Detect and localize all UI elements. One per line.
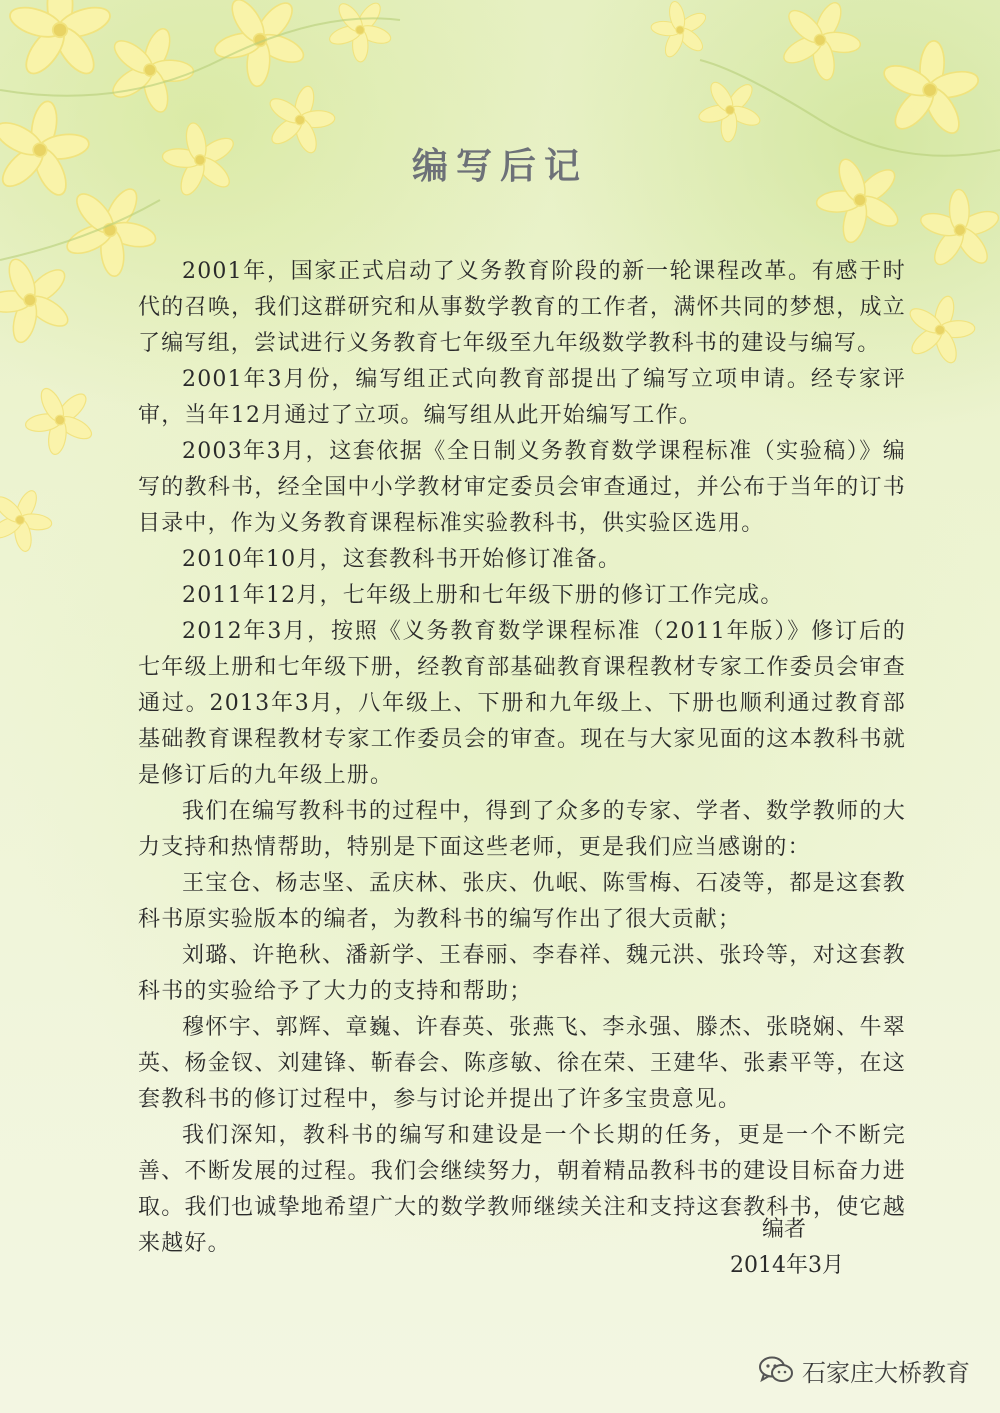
watermark (758, 1352, 970, 1388)
paragraph: 我们深知，教科书的编写和建设是一个长期的任务，更是一个不断完善、不断发展的过程。我们会继续努力，朝着精品教科书的建设目标奋力进取。我们也诚挚地希望广大的数学教师继续关注和支持这套教科书，使它越来越好。 (138, 1123, 906, 1256)
paragraph: 2003年3月，这套依据《全日制义务教育数学课程标准（实验稿）》编写的教科书，经全国中小学教材审定委员会审查通过，并公布于当年的订书目录中，作为义务教育课程标准实验教科书，供实验区选用。 (138, 439, 906, 536)
paragraph: 2012年3月，按照《义务教育数学课程标准（2011年版）》修订后的七年级上册和七年级下册，经教育部基础教育课程教材专家工作委员会审查通过。2013年3月，八年级上、下册和九年级上、下册也顺利通过教育部基础教育课程教材专家工作委员会的审查。现在与大家见面的这本教科书就是修订后的九年级上册。 (138, 619, 906, 788)
page-title: 编写后记 (411, 146, 588, 187)
signature-block (690, 1212, 890, 1284)
paragraph: 刘璐、许艳秋、潘新学、王春丽、李春祥、魏元洪、张玲等，对这套教科书的实验给予了大力的支持和帮助； (138, 943, 906, 1004)
signature-date: 2014年3月 (730, 1253, 844, 1278)
paragraph: 我们在编写教科书的过程中，得到了众多的专家、学者、数学教师的大力支持和热情帮助，特别是下面这些老师，更是我们应当感谢的： (138, 799, 906, 860)
paragraph: 穆怀宇、郭辉、章巍、许春英、张燕飞、李永强、滕杰、张晓娴、牛翠英、杨金钗、刘建锋、靳春会、陈彦敏、徐在荣、王建华、张素平等，在这套教科书的修订过程中，参与讨论并提出了许多宝贵意见。 (138, 1015, 906, 1112)
wechat-icon (758, 1356, 794, 1384)
paragraph: 2001年，国家正式启动了义务教育阶段的新一轮课程改革。有感于时代的召唤，我们这群研究和从事数学教育的工作者，满怀共同的梦想，成立了编写组，尝试进行义务教育七年级至九年级数学教科书的建设与编写。 (138, 259, 906, 356)
paragraph: 2011年12月，七年级上册和七年级下册的修订工作完成。 (182, 583, 784, 608)
paragraph: 王宝仓、杨志坚、孟庆林、张庆、仇岷、陈雪梅、石凌等，都是这套教科书原实验版本的编者，为教科书的编写作出了很大贡献； (138, 871, 906, 932)
paragraph: 2001年3月份，编写组正式向教育部提出了编写立项申请。经专家评审，当年12月通过了立项。编写组从此开始编写工作。 (138, 367, 906, 428)
signature-author: 编者 (762, 1217, 807, 1242)
watermark-text: 石家庄大桥教育 (802, 1358, 970, 1387)
afterword-body (138, 254, 906, 1262)
paragraph: 2010年10月，这套教科书开始修订准备。 (182, 547, 622, 572)
